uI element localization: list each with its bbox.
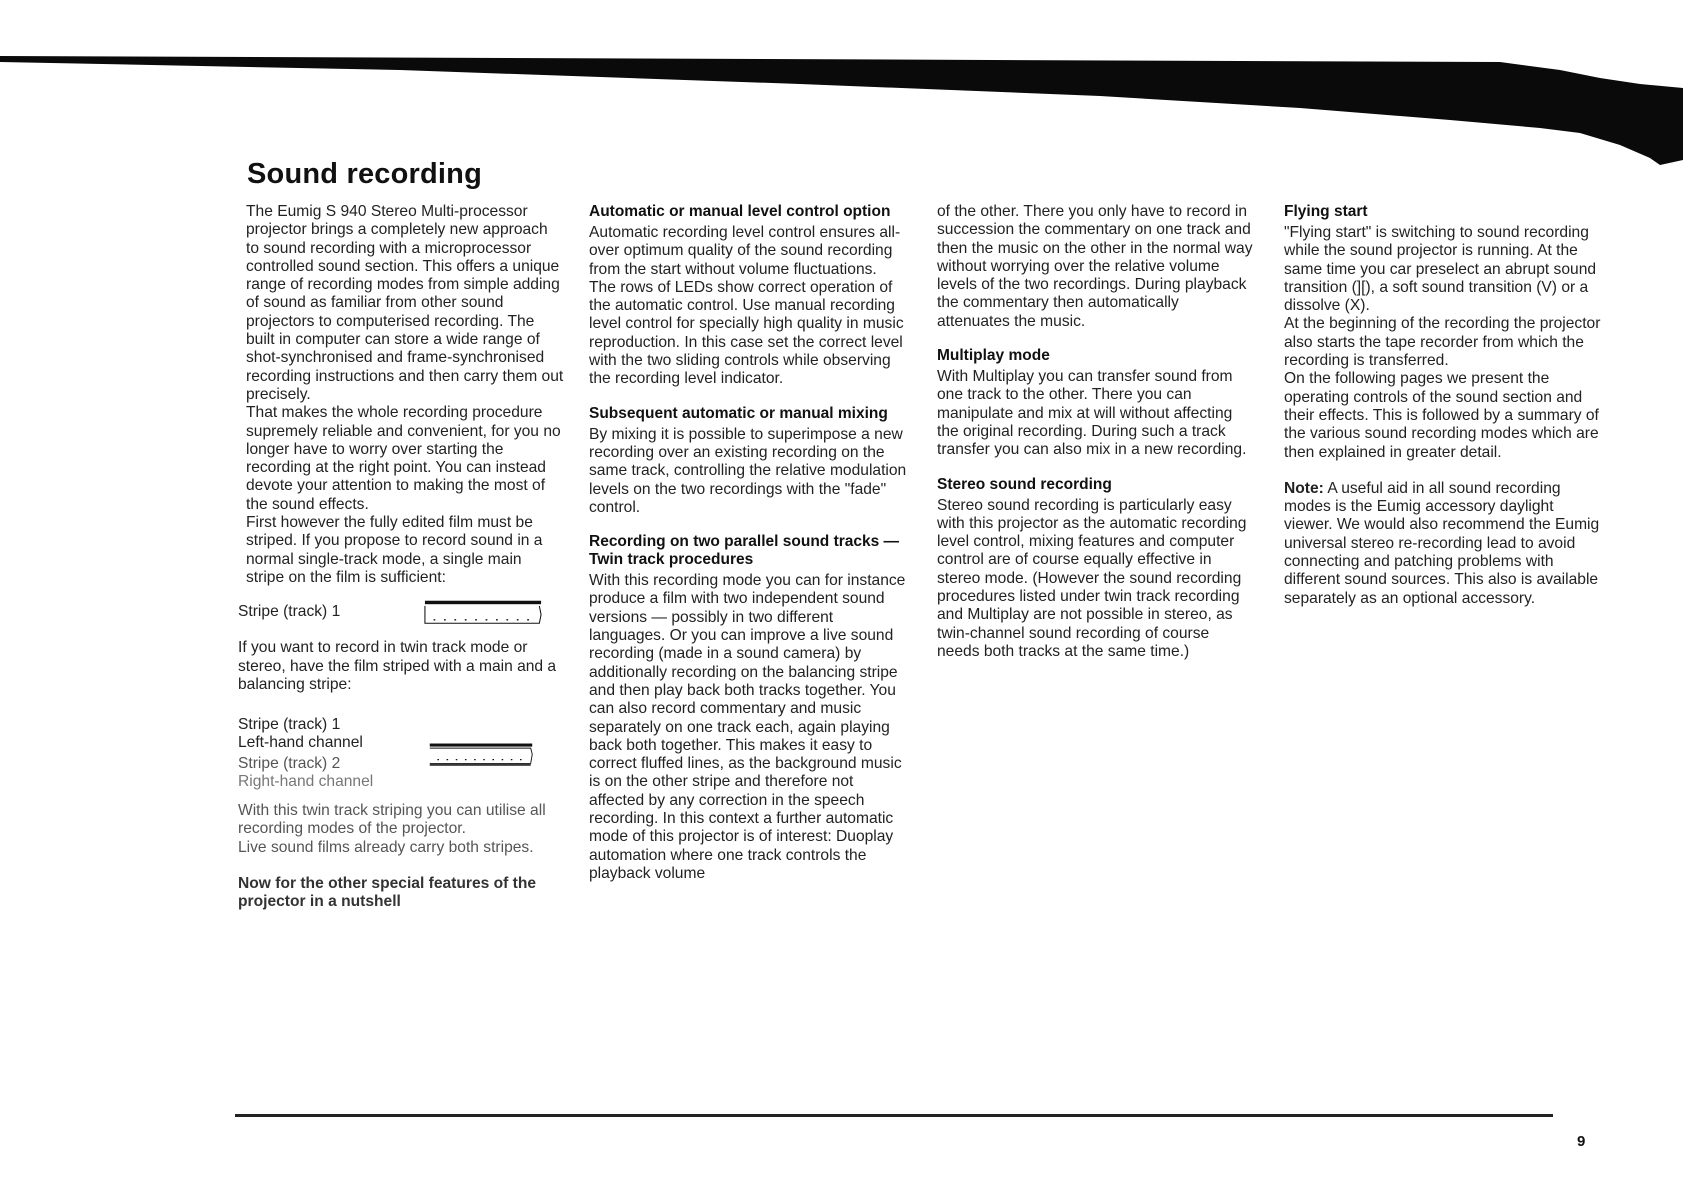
- column-2: [589, 203, 909, 883]
- paragraph: Stereo sound recording is particularly easy with this projector as the automatic recording level control, mixing features and computer control are of course equally effective in stereo mode. (However the sound recording procedures listed under twin track recording and Multiplay are not possible in stereo, as twin-channel sound recording of course needs both tracks at the same time.): [937, 496, 1247, 660]
- section-heading-stereo: Stereo sound recording: [937, 475, 1112, 493]
- paragraph: Automatic recording level control ensures all-over optimum quality of the sound recording from the start without volume fluctuations.: [589, 224, 901, 278]
- left-channel-label: Left-hand channel: [238, 734, 363, 752]
- column-3: [937, 203, 1255, 661]
- section-heading-twin-track: Recording on two parallel sound tracks — Twin track procedures: [589, 533, 900, 569]
- paragraph: That makes the whole recording procedure supremely reliable and convenient, for you no longer have to worry over starting the recording at the right point. You can instead devote your attention to making the most of the sound effects.: [246, 404, 561, 513]
- paragraph: With this twin track striping you can utilise all recording modes of the projector.: [238, 802, 546, 838]
- note-text: A useful aid in all sound recording modes is the Eumig accessory daylight viewer. We would also recommend the Eumig universal stereo re-recording lead to avoid connecting and patching problems with different sound sources. This also is available separately as an optional accessory.: [1284, 479, 1600, 607]
- paragraph: The Eumig S 940 Stereo Multi-processor projector brings a completely new approach to sound recording with a microprocessor controlled sound section. This offers a unique range of recording modes from simple adding of sound as familiar from other sound projectors to computerised recording. The built in computer can store a wide range of shot-synchronised and frame-synchronised recording instructions and then carry them out precisely.: [246, 203, 564, 403]
- film-strip-single-stripe: [414, 599, 552, 625]
- paragraph: Live sound films already carry both stripes.: [238, 838, 534, 856]
- page-number: 9: [1577, 1133, 1586, 1150]
- note-paragraph: [1284, 480, 1604, 608]
- stripe-2-label: Stripe (track) 2: [238, 754, 341, 772]
- paragraph: By mixing it is possible to superimpose a new recording over an existing recording on the same track, controlling the relative modulation levels on the two recordings with the "fade" control.: [589, 425, 907, 516]
- faded-notes: [238, 802, 564, 911]
- column-1: [238, 203, 564, 912]
- section-heading-multiplay: Multiplay mode: [937, 347, 1050, 365]
- film-strip-twin-stripe: [412, 742, 550, 768]
- footer-rule: [235, 1114, 1553, 1117]
- paragraph: On the following pages we present the operating controls of the sound section and their effects. This is followed by a summary of the various sound recording modes which are then explained in greater detail.: [1284, 370, 1599, 461]
- paragraph: First however the fully edited film must be striped. If you propose to record sound in a normal single-track mode, a single main stripe on the film is sufficient:: [246, 514, 543, 586]
- paragraph: With this recording mode you can for instance produce a film with two independent sound versions — possibly in two different languages. Or you can improve a live sound recording (made in a sound camera) by additionally recording on the balancing stripe and then play back both tracks together. You can also record commentary and music separately on one track each, again playing back both together. This makes it easy to correct fluffed lines, as the background music is on the other stripe and therefore not affected by any correction in the speech recording. In this context a further automatic mode of this projector is of interest: Duoplay automation where one track controls the playback volume: [589, 572, 906, 882]
- note-label: Note:: [1284, 479, 1324, 497]
- paragraph: "Flying start" is switching to sound recording while the sound projector is running. At the same time you car preselect an abrupt sound transition (][), a soft sound transition (V) or a dissolve (X).: [1284, 224, 1597, 315]
- single-stripe-diagram: [238, 599, 564, 639]
- page-title: Sound recording: [247, 158, 482, 190]
- right-channel-label: Right-hand channel: [238, 773, 374, 791]
- stripe-1-label: Stripe (track) 1: [238, 603, 341, 621]
- paragraph: Now for the other special features of the projector in a nutshell: [238, 875, 537, 911]
- paragraph: The rows of LEDs show correct operation of the automatic control. Use manual recording level control for specially high quality in music reproduction. In this case set the correct level with the two sliding controls while observing the recording level indicator.: [589, 278, 904, 388]
- stripe-1-label: Stripe (track) 1: [238, 716, 341, 734]
- section-heading-flying-start: Flying start: [1284, 203, 1368, 220]
- scan-edge-band: [0, 0, 1683, 170]
- column-4: [1284, 203, 1604, 608]
- paragraph: of the other. There you only have to record in succession the commentary on one track and then the music on the other in the normal way without worrying over the relative volume levels of the two recordings. During playback the commentary then automatically attenuates the music.: [937, 203, 1253, 330]
- paragraph: At the beginning of the recording the projector also starts the tape recorder from which the recording is transferred.: [1284, 315, 1601, 370]
- section-heading-mixing: Subsequent automatic or manual mixing: [589, 404, 888, 422]
- paragraph: If you want to record in twin track mode or stereo, have the film striped with a main and a balancing stripe:: [238, 639, 557, 693]
- section-heading-level-control: Automatic or manual level control option: [589, 203, 891, 220]
- twin-stripe-diagram: [238, 716, 564, 796]
- paragraph: With Multiplay you can transfer sound from one track to the other. There you can manipulate and mix at will without affecting the original recording. During such a track transfer you can also mix in a new recording.: [937, 368, 1247, 459]
